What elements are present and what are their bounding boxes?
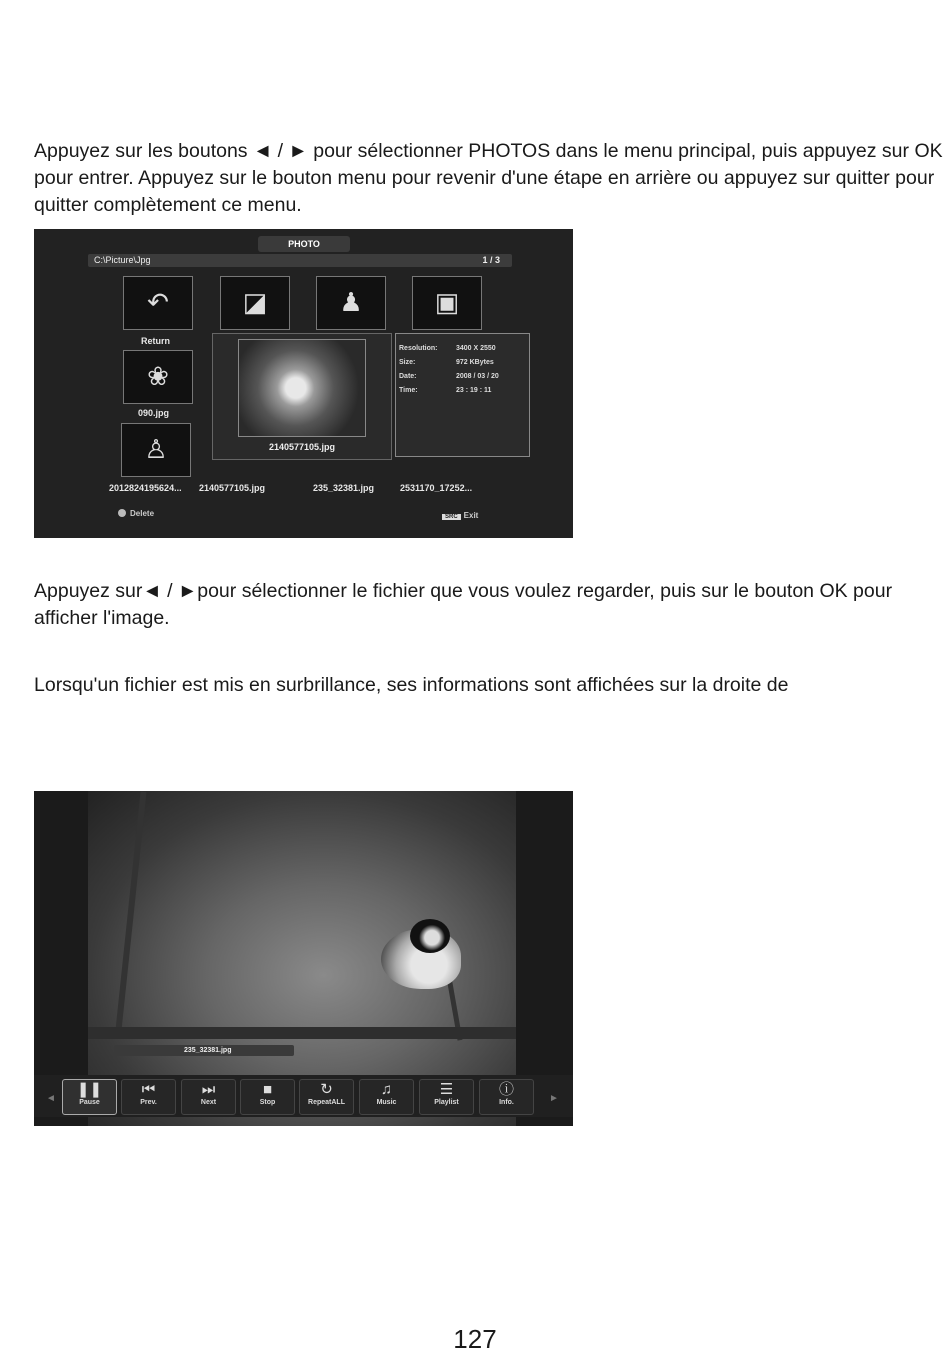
- stop-icon: ■: [262, 1081, 273, 1098]
- playlist-icon: ☰: [439, 1081, 454, 1098]
- previous-icon: ⏮: [141, 1081, 156, 1098]
- return-arrow-icon: ↶: [147, 287, 169, 317]
- next-button[interactable]: ⏭ Next: [181, 1079, 236, 1115]
- picture-icon: ▣: [434, 287, 460, 317]
- thumbnail-folder-2[interactable]: [316, 276, 386, 330]
- intro-paragraph: Appuyez sur les boutons ◄ / ► pour sélectionner PHOTOS dans le menu principal, puis appuyez sur OK pour entrer. Appuyez sur le bouton menu pour revenir d'une étape en arrière ou appuyez sur quitter pour quitter complètement ce menu.: [34, 140, 943, 216]
- branch-left: [115, 791, 146, 1030]
- photo-viewer-screenshot: [34, 791, 573, 1126]
- selected-preview[interactable]: [212, 333, 392, 460]
- file-info-panel: [395, 333, 530, 457]
- thumbnail-2012[interactable]: [121, 423, 191, 477]
- page-indicator: 1 / 3: [482, 255, 500, 265]
- file-label-2140: 2140577105.jpg: [199, 483, 266, 493]
- music-button[interactable]: ♫ Music: [359, 1079, 414, 1115]
- playback-control-bar: [34, 1075, 573, 1117]
- picture-icon: ♙: [144, 434, 168, 464]
- delete-button-icon: [118, 509, 126, 517]
- prev-button[interactable]: ⏮ Prev.: [121, 1079, 176, 1115]
- scroll-right-icon[interactable]: ►: [549, 1093, 559, 1104]
- file-info-paragraph: Lorsqu'un fichier est mis en surbrillance, ses informations sont affichées sur la droite de: [34, 674, 789, 696]
- info-size: Size: 972 KBytes: [399, 359, 494, 366]
- pause-icon: ❚❚: [76, 1081, 103, 1098]
- file-label-2012: 2012824195624...: [109, 483, 182, 493]
- repeat-icon: ↻: [320, 1081, 333, 1098]
- bird-head: [410, 919, 450, 953]
- info-button[interactable]: ⓘ Info.: [479, 1079, 534, 1115]
- info-time: Time: 23 : 19 : 11: [399, 387, 492, 394]
- return-thumbnail[interactable]: [123, 276, 193, 330]
- scroll-left-icon[interactable]: ◄: [46, 1093, 56, 1104]
- thumbnail-090[interactable]: [123, 350, 193, 404]
- playlist-button[interactable]: ☰ Playlist: [419, 1079, 474, 1115]
- info-resolution: Resolution: 3400 X 2550: [399, 345, 496, 352]
- info-icon: ⓘ: [498, 1081, 514, 1098]
- picture-icon: ◪: [242, 287, 268, 317]
- path-bar: [88, 254, 512, 267]
- picture-icon: ❀: [147, 361, 169, 391]
- delete-hint[interactable]: Delete: [118, 509, 154, 518]
- return-label: Return: [141, 336, 170, 346]
- music-note-icon: ♫: [380, 1081, 393, 1098]
- preview-caption: 2140577105.jpg: [268, 442, 336, 452]
- repeat-button[interactable]: ↻ RepeatALL: [299, 1079, 354, 1115]
- photo-browser-screenshot: [34, 229, 573, 538]
- pause-button[interactable]: ❚❚ Pause: [62, 1079, 117, 1115]
- file-label-090: 090.jpg: [138, 408, 170, 418]
- photo-title: PHOTO: [258, 236, 350, 252]
- preview-image: [238, 339, 366, 437]
- exit-hint[interactable]: SRC Exit: [442, 511, 478, 520]
- select-file-paragraph: Appuyez sur◄ / ►pour sélectionner le fichier que vous voulez regarder, puis sur le bouton OK pour afficher l'image.: [34, 580, 893, 629]
- folder-path: C:\Picture\Jpg: [94, 255, 151, 265]
- page-number: 127: [453, 1324, 497, 1354]
- stop-button[interactable]: ■ Stop: [240, 1079, 295, 1115]
- exit-key-icon: SRC: [442, 514, 461, 520]
- perch: [88, 1027, 516, 1039]
- thumbnail-folder-1[interactable]: [220, 276, 290, 330]
- picture-icon: ♟: [339, 287, 363, 317]
- thumbnail-folder-3[interactable]: [412, 276, 482, 330]
- file-label-2531: 2531170_17252...: [400, 483, 473, 493]
- file-label-235: 235_32381.jpg: [313, 483, 375, 493]
- next-icon: ⏭: [201, 1081, 216, 1098]
- viewer-filename: 235_32381.jpg: [114, 1045, 294, 1056]
- info-date: Date: 2008 / 03 / 20: [399, 373, 499, 380]
